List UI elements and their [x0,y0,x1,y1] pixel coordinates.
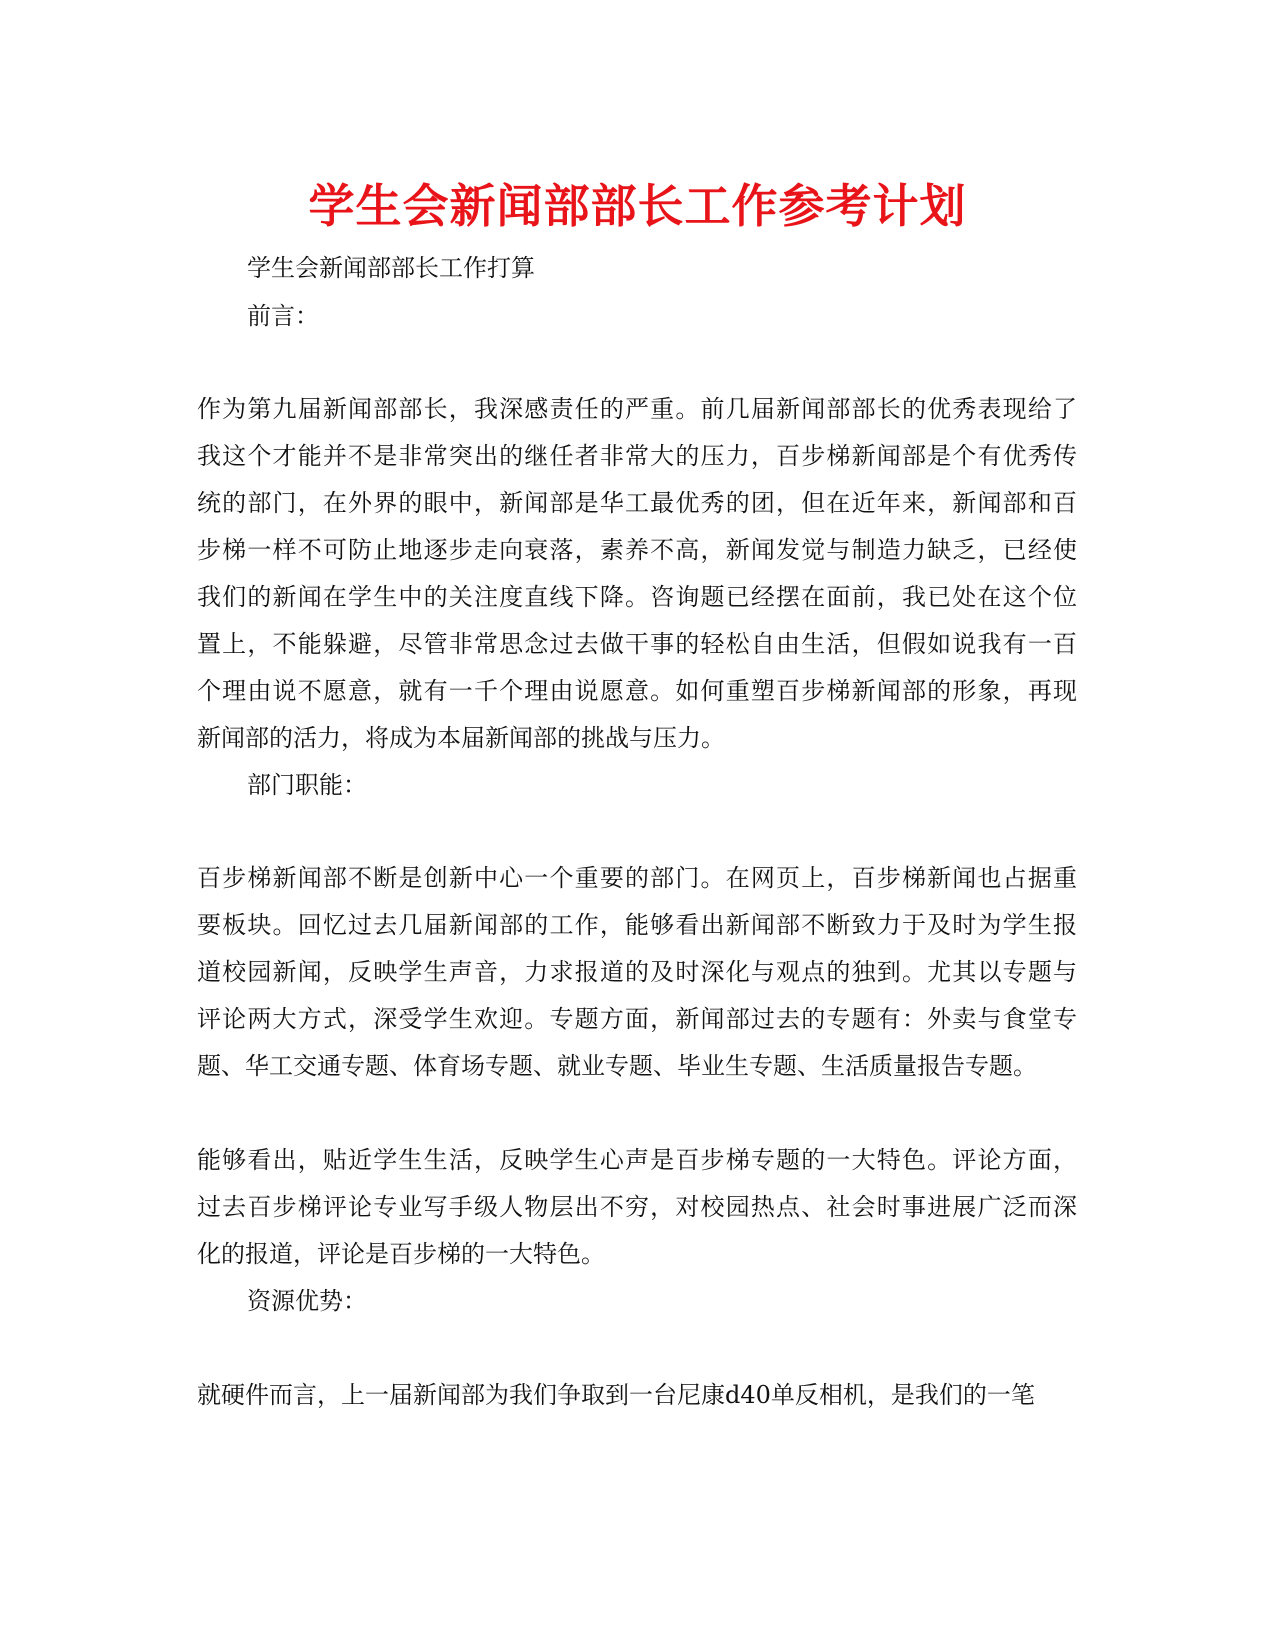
document-title: 学生会新闻部部长工作参考计划 [308,179,967,233]
para1-line: 我这个才能并不是非常突出的继任者非常大的压力，百步梯新闻部是个有优秀传 [197,442,1077,470]
para1-line: 步梯一样不可防止地逐步走向衰落，素养不高，新闻发觉与制造力缺乏，已经使 [197,536,1077,564]
para3-line: 化的报道，评论是百步梯的一大特色。 [197,1240,605,1268]
para2-line: 道校园新闻，反映学生声音，力求报道的及时深化与观点的独到。尤其以专题与 [197,958,1077,986]
para3-line: 能够看出，贴近学生生活，反映学生心声是百步梯专题的一大特色。评论方面， [197,1146,1077,1174]
para1-line: 统的部门，在外界的眼中，新闻部是华工最优秀的团，但在近年来，新闻部和百 [197,489,1077,517]
para1-line: 我们的新闻在学生中的关注度直线下降。咨询题已经摆在面前，我已处在这个位 [197,583,1077,611]
para1-line: 作为第九届新闻部部长，我深感责任的严重。前几届新闻部部长的优秀表现给了 [197,395,1077,423]
para2-line: 题、华工交通专题、体育场专题、就业专题、毕业生专题、生活质量报告专题。 [197,1052,1037,1080]
para2-line: 百步梯新闻部不断是创新中心一个重要的部门。在网页上，百步梯新闻也占据重 [197,864,1077,892]
para4-line: 就硬件而言，上一届新闻部为我们争取到一台尼康d40单反相机，是我们的一笔 [197,1381,1035,1409]
document-subtitle: 学生会新闻部部长工作打算 [247,254,535,282]
para1-line: 个理由说不愿意，就有一千个理由说愿意。如何重塑百步梯新闻部的形象，再现 [197,677,1077,705]
heading-preface: 前言： [247,302,319,330]
para1-line: 置上，不能躲避，尽管非常思念过去做干事的轻松自由生活，但假如说我有一百 [197,630,1077,658]
para2-line: 评论两大方式，深受学生欢迎。专题方面，新闻部过去的专题有：外卖与食堂专 [197,1005,1077,1033]
heading-function: 部门职能： [247,771,367,799]
heading-resources: 资源优势： [247,1287,367,1315]
para1-line: 新闻部的活力，将成为本届新闻部的挑战与压力。 [197,724,725,752]
para2-line: 要板块。回忆过去几届新闻部的工作，能够看出新闻部不断致力于及时为学生报 [197,911,1077,939]
para3-line: 过去百步梯评论专业写手级人物层出不穷，对校园热点、社会时事进展广泛而深 [197,1193,1077,1221]
